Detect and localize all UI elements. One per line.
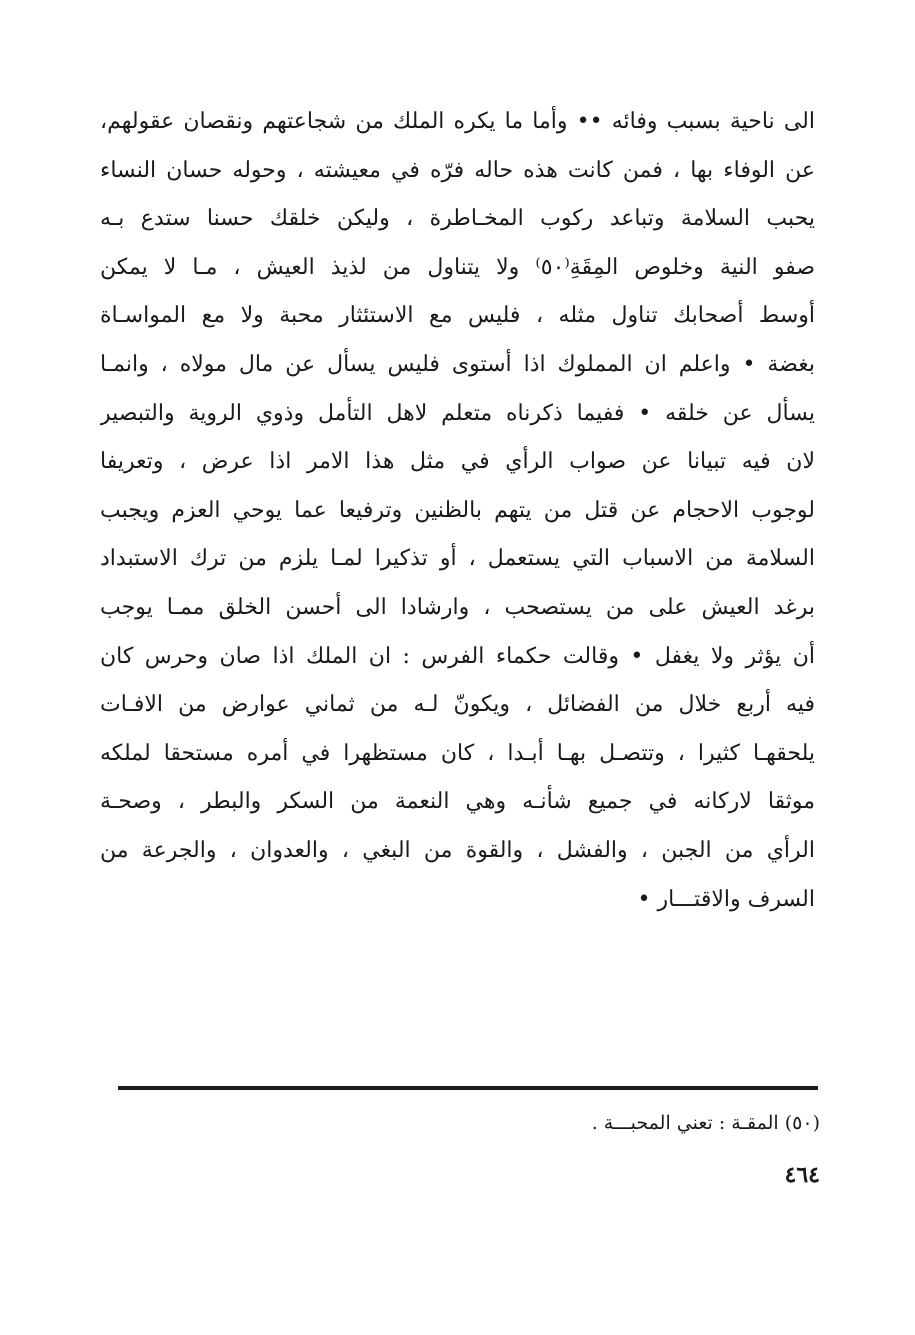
text-line: السرف والاقتـــار • (637, 886, 815, 912)
text-line: يلحقهـا كثيرا ، وتتصـل بهـا أبـدا ، كان مستظهرا في أمره مستحقا لملكه (100, 740, 815, 766)
page-number: ٤٦٤ (784, 1162, 820, 1188)
text-line: برغد العيش على من يستصحب ، وارشادا الى أحسن الخلق ممـا يوجب (100, 594, 815, 620)
text-line: فيه أربع خلال من الفضائل ، ويكونّ لـه من ثماني عوارض من الافـات (100, 692, 815, 718)
text-line: يحبب السلامة وتباعد ركوب المخـاطرة ، وليكن خلقك حسنا ستدع بـه (100, 206, 815, 232)
footnote: (٥٠) المقـة : تعني المحبـــة . (591, 1112, 820, 1134)
text-line: يسأل عن خلقه • ففيما ذكرناه متعلم لاهل التأمل وذوي الروية والتبصير (100, 400, 815, 426)
text-line: الرأي من الجبن ، والفشل ، والقوة من البغي ، والعدوان ، والجرعة من (100, 837, 815, 863)
text-line: الى ناحية بسبب وفائه •• وأما ما يكره الملك من شجاعتهم ونقصان عقولهم، (100, 109, 815, 134)
footnote-separator (118, 1086, 818, 1090)
text-line: أن يؤثر ولا يغفل • وقالت حكماء الفرس : ان الملك اذا صان وحرس كان (100, 643, 815, 669)
text-line: أوسط أصحابك تناول مثله ، فليس مع الاستئثار محبة ولا مع المواسـاة (100, 303, 815, 329)
text-line: السلامة من الاسباب التي يستعمل ، أو تذكيرا لمـا يلزم من ترك الاستبداد (100, 546, 815, 572)
text-line: موثقا لاركانه في جميع شأنـه وهي النعمة من السكر والبطر ، وصحـة (100, 789, 815, 815)
text-line: لان فيه تبيانا عن صواب الرأي في مثل هذا الامر اذا عرض ، وتعريفا (100, 449, 815, 475)
body-text (100, 98, 815, 924)
text-line: بغضة • واعلم ان المملوك اذا أستوى فليس يسأل عن مال مولاه ، وانمـا (100, 351, 815, 377)
text-line: لوجوب الاحجام عن قتل من يتهم بالظنين وترفيعا عما يوحي العزم ويجبب (100, 497, 815, 523)
text-line: صفو النية وخلوص المِقَةِ⁽٥٠⁾ ولا يتناول من لذيذ العيش ، مـا لا يمكن (100, 254, 815, 280)
text-line: عن الوفاء بها ، فمن كانت هذه حاله فرّه في معيشته ، وحوله حسان النساء (100, 157, 815, 183)
